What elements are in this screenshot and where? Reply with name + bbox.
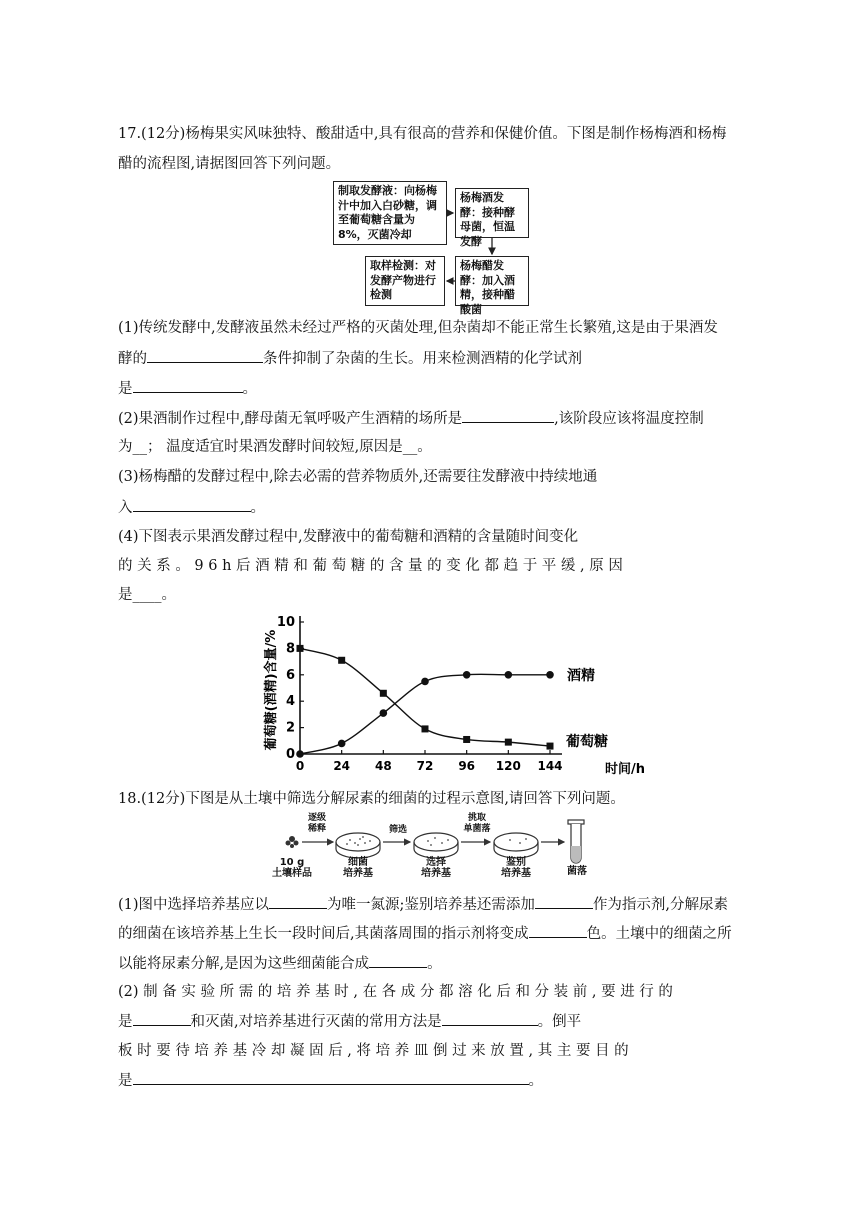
y-tick-label: 8 bbox=[285, 641, 295, 657]
dish3-label bbox=[494, 857, 538, 879]
q18-p1-text-5: 色。土壤中的细菌之所 bbox=[586, 926, 732, 942]
q18-intro: 18.(12分)下图是从土壤中筛选分解尿素的细菌的过程示意图,请回答下列问题。 bbox=[118, 791, 625, 807]
x-tick-label: 48 bbox=[374, 759, 392, 773]
chart-xlabel: 时间/h bbox=[605, 762, 645, 777]
flow-box-prepare: 制取发酵液：向杨梅汁中加入白砂糖，调至葡萄糖含量为8%，灭菌冷却 bbox=[333, 181, 447, 245]
dish2-label-1: 选择 bbox=[426, 857, 446, 868]
q17-p1-text-2: 条件抑制了杂菌的生长。用来检测酒精的化学试剂 bbox=[263, 351, 582, 367]
q17-p1-text-3: 是 bbox=[118, 381, 133, 397]
q17-p4-line1: (4)下图表示果酒发酵过程中,发酵液中的葡萄糖和酒精的含量随时间变化 bbox=[118, 529, 579, 545]
point-glucose-4 bbox=[463, 736, 470, 743]
q18-p2-text: 是 bbox=[118, 1014, 133, 1030]
q17-p1-line1: (1)传统发酵中,发酵液虽然未经过严格的灭菌处理,但杂菌却不能正常生长繁殖,这是由于果酒发 bbox=[118, 320, 718, 336]
q18-p2-text-5: 。 bbox=[528, 1073, 543, 1089]
q17-p2-text: (2)果酒制作过程中,酵母菌无氧呼吸产生酒精的场所是 bbox=[118, 411, 463, 427]
tube-label: 菌落 bbox=[567, 866, 587, 877]
q18-p1-line2 bbox=[118, 923, 732, 944]
x-tick-label: 24 bbox=[333, 759, 351, 773]
test-tube-icon bbox=[568, 820, 584, 863]
petri-dish-icon-2 bbox=[414, 833, 458, 858]
soil-sample-label bbox=[270, 857, 314, 879]
series-label-glucose: 葡萄糖 bbox=[566, 734, 608, 750]
step-screen-label: 筛选 bbox=[388, 825, 407, 835]
q18-p2-line3: 板 时 要 待 培 养 基 冷 却 凝 固 后 , 将 培 养 皿 倒 过 来 放 置 , 其 主 要 目 的 bbox=[118, 1043, 629, 1059]
q17-intro-line1: 17.(12分)杨梅果实风味独特、酸甜适中,具有很高的营养和保健价值。下图是制作杨梅酒和杨梅 bbox=[118, 126, 727, 142]
y-tick-label: 0 bbox=[285, 747, 295, 762]
q18-p2-text-4: 是 bbox=[118, 1073, 133, 1089]
y-tick-label: 10 bbox=[276, 615, 295, 630]
q18-p1-line3 bbox=[118, 953, 442, 974]
soil-sample-icon bbox=[286, 836, 299, 848]
dish1-label-2: 培养基 bbox=[343, 868, 373, 879]
q17-p2-line1 bbox=[118, 408, 704, 429]
x-tick-label: 96 bbox=[458, 759, 476, 773]
step-pick-label bbox=[460, 813, 494, 835]
y-tick-label: 2 bbox=[285, 720, 295, 736]
q18-p2-line1: (2) 制 备 实 验 所 需 的 培 养 基 时 , 在 各 成 分 都 溶 化 后 和 分 装 前 , 要 进 行 的 bbox=[118, 984, 673, 1000]
q18-p1-text-4: 的细菌在该培养基上生长一段时间后,其菌落周围的指示剂将变成 bbox=[118, 926, 529, 942]
q17-p1-line2 bbox=[118, 348, 582, 369]
x-tick-label: 72 bbox=[416, 759, 434, 773]
dish3-label-1: 鉴别 bbox=[506, 857, 526, 868]
point-alcohol-2 bbox=[380, 709, 388, 717]
answer-blank-6[interactable] bbox=[535, 894, 593, 909]
answer-blank-3[interactable] bbox=[462, 408, 554, 423]
q18-p1-text-2: 为唯一氮源;鉴别培养基还需添加 bbox=[327, 897, 535, 913]
dish1-label bbox=[336, 857, 380, 879]
flow-box-detect: 取样检测：对发酵产物进行检测 bbox=[365, 256, 445, 306]
q18-p1-text: (1)图中选择培养基应以 bbox=[118, 897, 270, 913]
y-tick-label: 6 bbox=[285, 667, 295, 683]
q18-p1-line1 bbox=[118, 894, 728, 915]
q18-p1-text-3: 作为指示剂,分解尿素 bbox=[592, 897, 729, 913]
point-alcohol-5 bbox=[505, 671, 513, 679]
point-alcohol-3 bbox=[421, 678, 429, 686]
q18-p2-line2 bbox=[118, 1011, 581, 1032]
x-tick-label: 144 bbox=[537, 759, 563, 773]
answer-blank-1[interactable] bbox=[147, 348, 263, 363]
point-alcohol-6 bbox=[546, 671, 554, 679]
point-glucose-6 bbox=[547, 743, 554, 750]
q18-p2-text-2: 和灭菌,对培养基进行灭菌的常用方法是 bbox=[190, 1014, 442, 1030]
answer-blank-10[interactable] bbox=[442, 1011, 538, 1026]
q17-p1-line3 bbox=[118, 378, 257, 399]
answer-blank-11[interactable] bbox=[133, 1070, 529, 1085]
answer-blank-4[interactable] bbox=[133, 497, 251, 512]
answer-blank-2[interactable] bbox=[133, 378, 243, 393]
soil-sample-label-2: 土壤样品 bbox=[272, 868, 312, 879]
flow-box-vinegar: 杨梅醋发酵：加入酒精，接种醋酸菌 bbox=[455, 256, 529, 306]
petri-dish-icon-1 bbox=[336, 833, 380, 858]
point-glucose-0 bbox=[297, 645, 304, 652]
point-alcohol-0 bbox=[296, 750, 304, 758]
point-glucose-2 bbox=[380, 690, 387, 697]
q17-p3-line1: (3)杨梅醋的发酵过程中,除去必需的营养物质外,还需要往发酵液中持续地通 bbox=[118, 469, 598, 485]
step-dilute-label-1: 逐级 bbox=[307, 813, 326, 823]
dish1-label-1: 细菌 bbox=[348, 857, 368, 868]
q17-p1-text: 酵的 bbox=[118, 351, 147, 367]
fermentation-chart bbox=[255, 608, 645, 778]
point-glucose-3 bbox=[422, 725, 429, 732]
q17-p3-text-2: 。 bbox=[250, 500, 265, 516]
dish2-label-2: 培养基 bbox=[421, 868, 451, 879]
point-glucose-1 bbox=[338, 657, 345, 664]
q17-p4-line3: 是____。 bbox=[118, 587, 176, 603]
x-tick-label: 120 bbox=[495, 759, 521, 773]
q17-p4-line2: 的 关 系 。 9 6 h 后 酒 精 和 葡 萄 糖 的 含 量 的 变 化 都 趋 于 平 缓 , 原 因 bbox=[118, 558, 623, 574]
q18-p2-line4 bbox=[118, 1070, 543, 1091]
flow-arrows bbox=[0, 0, 860, 320]
q17-p3-text: 入 bbox=[118, 500, 133, 516]
series-label-alcohol: 酒精 bbox=[567, 668, 595, 684]
q18-p1-text-7: 。 bbox=[427, 956, 442, 972]
x-tick-label: 0 bbox=[295, 759, 305, 773]
q17-p2-text-2: ,该阶段应该将温度控制 bbox=[554, 411, 704, 427]
point-alcohol-1 bbox=[338, 740, 346, 748]
step-dilute-label bbox=[302, 813, 332, 835]
dish3-label-2: 培养基 bbox=[501, 868, 531, 879]
step-dilute-label-2: 稀释 bbox=[307, 824, 326, 834]
y-tick-label: 4 bbox=[285, 694, 295, 710]
soil-sample-label-1: 10 g bbox=[279, 857, 305, 868]
q17-p3-line2 bbox=[118, 497, 265, 518]
point-glucose-5 bbox=[505, 739, 512, 746]
chart-ylabel: 葡萄糖(酒精)含量/% bbox=[264, 629, 279, 751]
answer-blank-7[interactable] bbox=[529, 923, 587, 938]
q17-p2-line2: 为__； 温度适宜时果酒发酵时间较短,原因是__。 bbox=[118, 439, 432, 455]
petri-dish-icon-3 bbox=[494, 833, 538, 858]
dish2-label bbox=[414, 857, 458, 879]
point-alcohol-4 bbox=[463, 671, 471, 679]
step-pick-label-1: 挑取 bbox=[467, 813, 486, 823]
q18-p2-text-3: 。倒平 bbox=[537, 1014, 582, 1030]
answer-blank-5[interactable] bbox=[269, 894, 327, 909]
flow-box-wine: 杨梅酒发酵：接种酵母菌，恒温发酵 bbox=[455, 188, 529, 238]
q17-p1-text-4: 。 bbox=[242, 381, 257, 397]
answer-blank-9[interactable] bbox=[133, 1011, 191, 1026]
q17-intro-line2: 醋的流程图,请据图回答下列问题。 bbox=[118, 156, 341, 172]
answer-blank-8[interactable] bbox=[369, 953, 427, 968]
step-pick-label-2: 单菌落 bbox=[463, 824, 491, 834]
q18-p1-text-6: 以能将尿素分解,是因为这些细菌能合成 bbox=[118, 956, 370, 972]
